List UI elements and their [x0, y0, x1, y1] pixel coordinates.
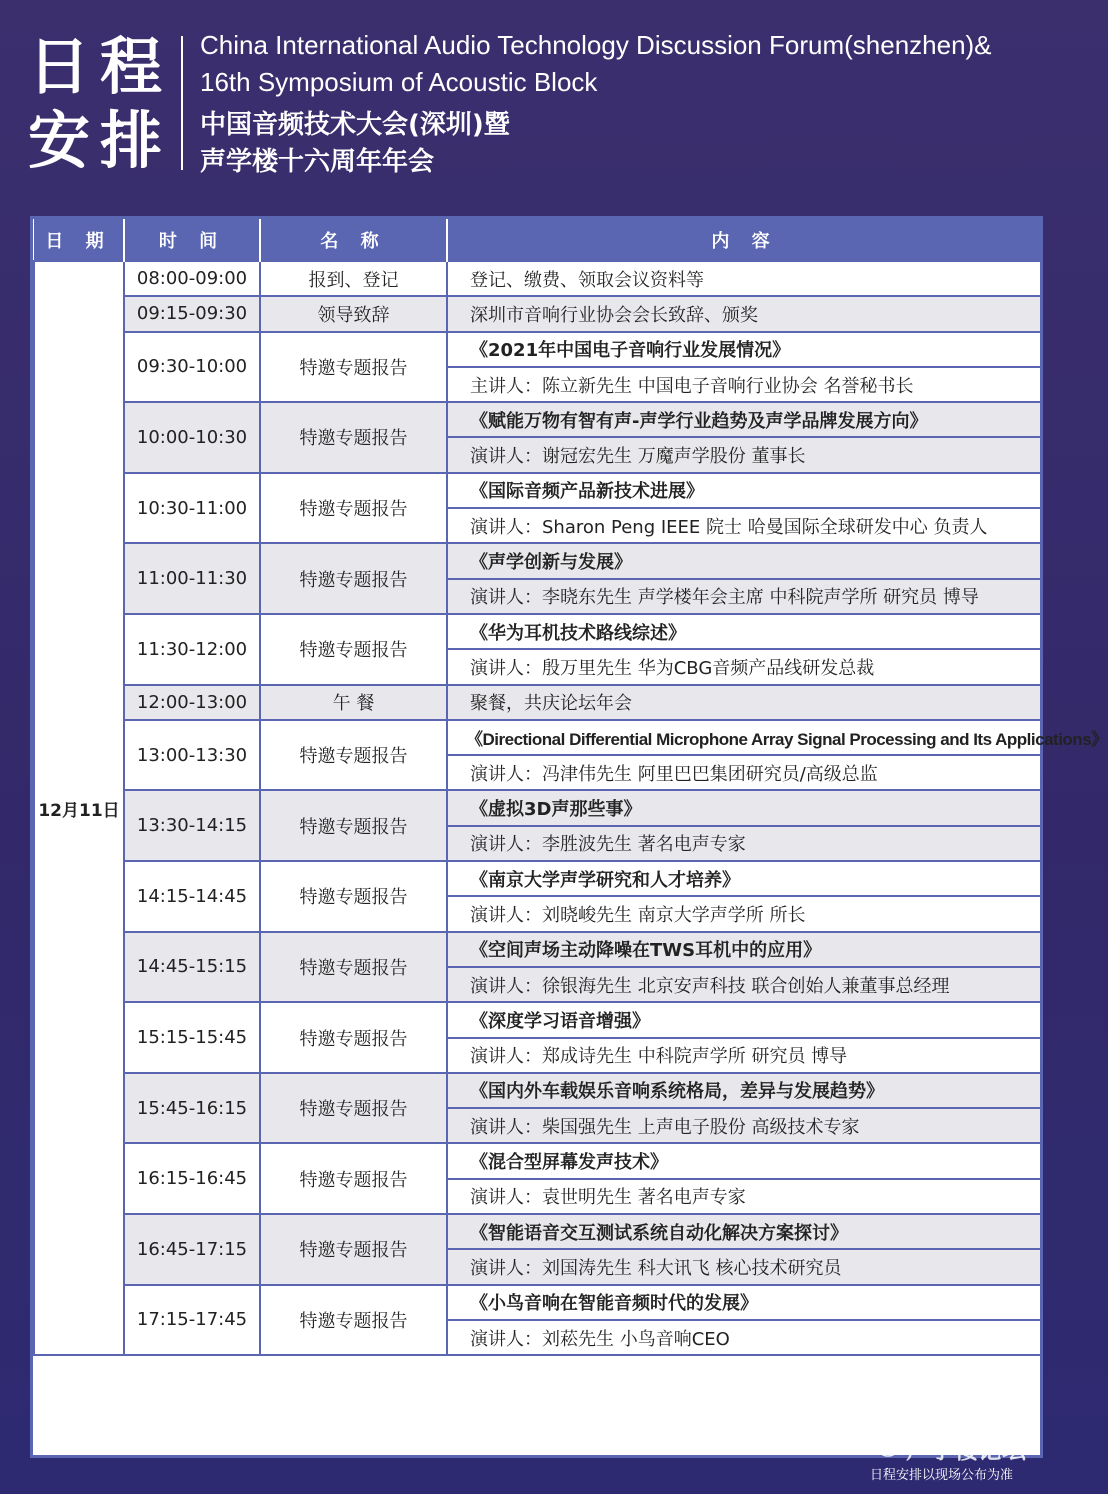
time-cell: 09:30-10:00	[124, 332, 260, 403]
time-cell: 14:15-14:45	[124, 861, 260, 932]
table-row	[34, 1073, 1041, 1108]
time-cell: 11:00-11:30	[124, 543, 260, 614]
talk-title-cell: 《华为耳机技术路线综述》	[447, 614, 1041, 649]
session-name-cell: 报到、登记	[260, 261, 447, 296]
page-header	[0, 0, 1080, 200]
time-cell: 13:00-13:30	[124, 720, 260, 791]
header-divider	[181, 36, 183, 170]
speaker-cell: 演讲人：徐银海先生 北京安声科技 联合创始人兼董事总经理	[447, 967, 1041, 1002]
talk-title-cell: 《2021年中国电子音响行业发展情况》	[447, 332, 1041, 367]
table-row	[34, 261, 1041, 296]
time-cell: 11:30-12:00	[124, 614, 260, 685]
content-cell: 深圳市音响行业协会会长致辞、颁奖	[447, 296, 1041, 331]
speaker-cell: 演讲人：殷万里先生 华为CBG音频产品线研发总裁	[447, 649, 1041, 684]
column-header-time: 时 间	[124, 219, 260, 261]
speaker-cell: 演讲人：刘国涛先生 科大讯飞 核心技术研究员	[447, 1249, 1041, 1284]
title-chinese-line2: 声学楼十六周年年会	[200, 147, 435, 177]
talk-title-cell: 《智能语音交互测试系统自动化解决方案探讨》	[447, 1214, 1041, 1249]
talk-title-cell: 《混合型屏幕发声技术》	[447, 1143, 1041, 1178]
session-name-cell: 特邀专题报告	[260, 790, 447, 861]
table-row	[34, 790, 1041, 825]
session-name-cell: 午 餐	[260, 685, 447, 720]
speaker-cell: 演讲人：谢冠宏先生 万魔声学股份 董事长	[447, 437, 1041, 472]
speaker-cell: 演讲人：郑成诗先生 中科院声学所 研究员 博导	[447, 1038, 1041, 1073]
table-row	[34, 1143, 1041, 1178]
footer-note: 日程安排以现场公布为准	[870, 1468, 1014, 1483]
speaker-cell: 演讲人：柴国强先生 上声电子股份 高级技术专家	[447, 1108, 1041, 1143]
talk-title-cell: 《国内外车载娱乐音响系统格局，差异与发展趋势》	[447, 1073, 1041, 1108]
column-header-name: 名 称	[260, 219, 447, 261]
content-cell: 登记、缴费、领取会议资料等	[447, 261, 1041, 296]
session-name-cell: 特邀专题报告	[260, 614, 447, 685]
speaker-cell: 主讲人：陈立新先生 中国电子音响行业协会 名誉秘书长	[447, 367, 1041, 402]
table-row	[34, 1002, 1041, 1037]
session-name-cell: 特邀专题报告	[260, 1214, 447, 1285]
time-cell: 08:00-09:00	[124, 261, 260, 296]
session-name-cell: 特邀专题报告	[260, 1285, 447, 1356]
session-name-cell: 特邀专题报告	[260, 332, 447, 403]
table-row	[34, 332, 1041, 367]
table-row	[34, 932, 1041, 967]
time-cell: 12:00-13:00	[124, 685, 260, 720]
session-name-cell: 特邀专题报告	[260, 932, 447, 1003]
time-cell: 16:45-17:15	[124, 1214, 260, 1285]
talk-title-cell: 《Directional Differential Microphone Array Signal Processing and Its Applications》	[447, 720, 1041, 755]
time-cell: 15:45-16:15	[124, 1073, 260, 1144]
column-header-date: 日 期	[34, 219, 124, 261]
time-cell: 16:15-16:45	[124, 1143, 260, 1214]
talk-title-cell: 《赋能万物有智有声-声学行业趋势及声学品牌发展方向》	[447, 402, 1041, 437]
speaker-cell: 演讲人：刘晓峻先生 南京大学声学所 所长	[447, 896, 1041, 931]
table-row	[34, 614, 1041, 649]
title-english-line2: 16th Symposium of Acoustic Block	[200, 67, 598, 97]
watermark-text: 声学楼论坛	[906, 1436, 1026, 1464]
table-row	[34, 402, 1041, 437]
title-big-line2: 安排	[28, 104, 173, 177]
session-name-cell: 特邀专题报告	[260, 402, 447, 473]
session-name-cell: 特邀专题报告	[260, 543, 447, 614]
talk-title-cell: 《声学创新与发展》	[447, 543, 1041, 578]
talk-title-cell: 《南京大学声学研究和人才培养》	[447, 861, 1041, 896]
session-name-cell: 特邀专题报告	[260, 720, 447, 791]
speaker-cell: 演讲人：冯津伟先生 阿里巴巴集团研究员/高级总监	[447, 755, 1041, 790]
time-cell: 17:15-17:45	[124, 1285, 260, 1356]
speaker-cell: 演讲人：Sharon Peng IEEE 院士 哈曼国际全球研发中心 负责人	[447, 508, 1041, 543]
session-name-cell: 领导致辞	[260, 296, 447, 331]
speaker-cell: 演讲人：李晓东先生 声学楼年会主席 中科院声学所 研究员 博导	[447, 579, 1041, 614]
title-english-line1: China International Audio Technology Discussion Forum(shenzhen)&	[200, 30, 992, 60]
speaker-cell: 演讲人：刘菘先生 小鸟音响CEO	[447, 1320, 1041, 1355]
content-cell: 聚餐，共庆论坛年会	[447, 685, 1041, 720]
time-cell: 15:15-15:45	[124, 1002, 260, 1073]
table-row	[34, 1285, 1041, 1320]
table-row	[34, 1214, 1041, 1249]
table-row	[34, 543, 1041, 578]
talk-title-cell: 《深度学习语音增强》	[447, 1002, 1041, 1037]
table-row	[34, 473, 1041, 508]
title-big-line1: 日程	[28, 30, 173, 103]
schedule-body	[34, 261, 1108, 1355]
talk-title-cell: 《虚拟3D声那些事》	[447, 790, 1041, 825]
table-row	[34, 685, 1041, 720]
column-header-content: 内 容	[447, 219, 1041, 261]
time-cell: 10:00-10:30	[124, 402, 260, 473]
speaker-cell: 演讲人：袁世明先生 著名电声专家	[447, 1179, 1041, 1214]
date-cell: 12月11日	[34, 261, 124, 1355]
time-cell: 09:15-09:30	[124, 296, 260, 331]
session-name-cell: 特邀专题报告	[260, 473, 447, 544]
time-cell: 10:30-11:00	[124, 473, 260, 544]
table-header-row	[34, 219, 1041, 261]
speaker-cell: 演讲人：李胜波先生 著名电声专家	[447, 826, 1041, 861]
time-cell: 14:45-15:15	[124, 932, 260, 1003]
wechat-icon	[866, 1436, 900, 1458]
title-chinese-line1: 中国音频技术大会(深圳)暨	[200, 110, 510, 140]
session-name-cell: 特邀专题报告	[260, 1143, 447, 1214]
table-row	[34, 861, 1041, 896]
session-name-cell: 特邀专题报告	[260, 1002, 447, 1073]
table-row	[34, 720, 1041, 755]
schedule-table-container	[30, 216, 1108, 1458]
talk-title-cell: 《小鸟音响在智能音频时代的发展》	[447, 1285, 1041, 1320]
session-name-cell: 特邀专题报告	[260, 861, 447, 932]
session-name-cell: 特邀专题报告	[260, 1073, 447, 1144]
schedule-table	[33, 219, 1108, 1356]
table-row	[34, 296, 1041, 331]
talk-title-cell: 《国际音频产品新技术进展》	[447, 473, 1041, 508]
talk-title-cell: 《空间声场主动降噪在TWS耳机中的应用》	[447, 932, 1041, 967]
time-cell: 13:30-14:15	[124, 790, 260, 861]
